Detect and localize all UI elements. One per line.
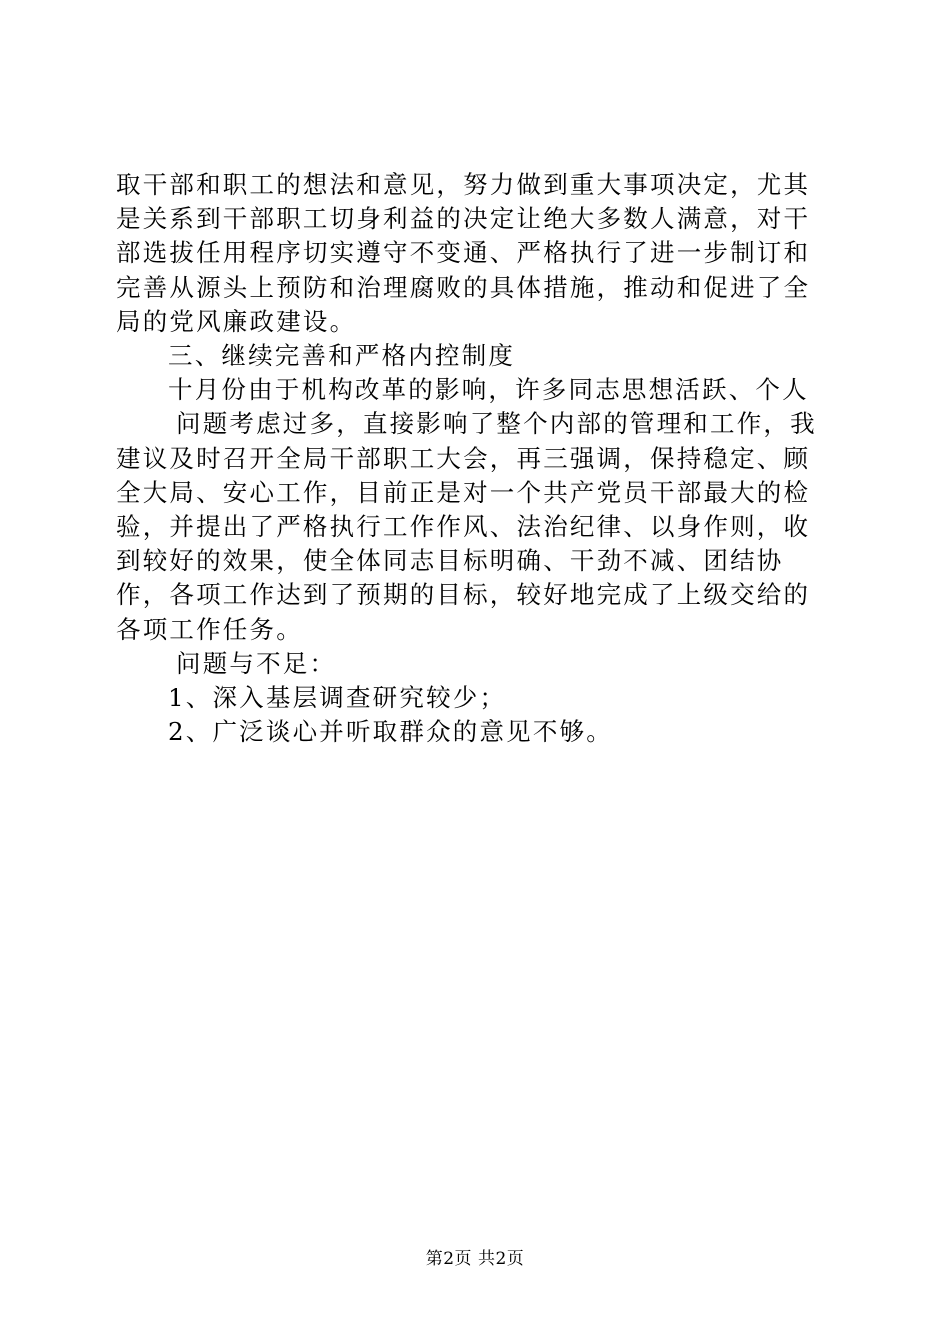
paragraph-intro: 十月份由于机构改革的影响，许多同志思想活跃、个人	[168, 375, 809, 405]
page-number: 第2页 共2页	[425, 1249, 525, 1269]
paragraph-continuation: 取干部和职工的想法和意见，努力做到重大事项决定，尤其是关系到干部职工切身利益的决定让绝大多数人满意，对干部选拔任用程序切实遵守不变通、严格执行了进一步制订和完善从源头上预防和治理腐败的具体措施，推动和促进了全局的党风廉政建设。	[116, 170, 811, 336]
problems-heading: 问题与不足：	[176, 648, 337, 678]
problem-item-1: 1、深入基层调查研究较少；	[168, 683, 507, 713]
problem-item-2: 2、广泛谈心并听取群众的意见不够。	[168, 717, 613, 747]
document-body	[116, 168, 836, 749]
section-heading: 三、继续完善和严格内控制度	[168, 341, 516, 371]
paragraph-body: 问题考虑过多，直接影响了整个内部的管理和工作，我建议及时召开全局干部职工大会，再三强调，保持稳定、顾全大局、安心工作，目前正是对一个共产党员干部最大的检验，并提出了严格执行工作作风、法治纪律、以身作则，收到较好的效果，使全体同志目标明确、干劲不减、团结协作，各项工作达到了预期的目标，较好地完成了上级交给的各项工作任务。	[116, 409, 817, 644]
